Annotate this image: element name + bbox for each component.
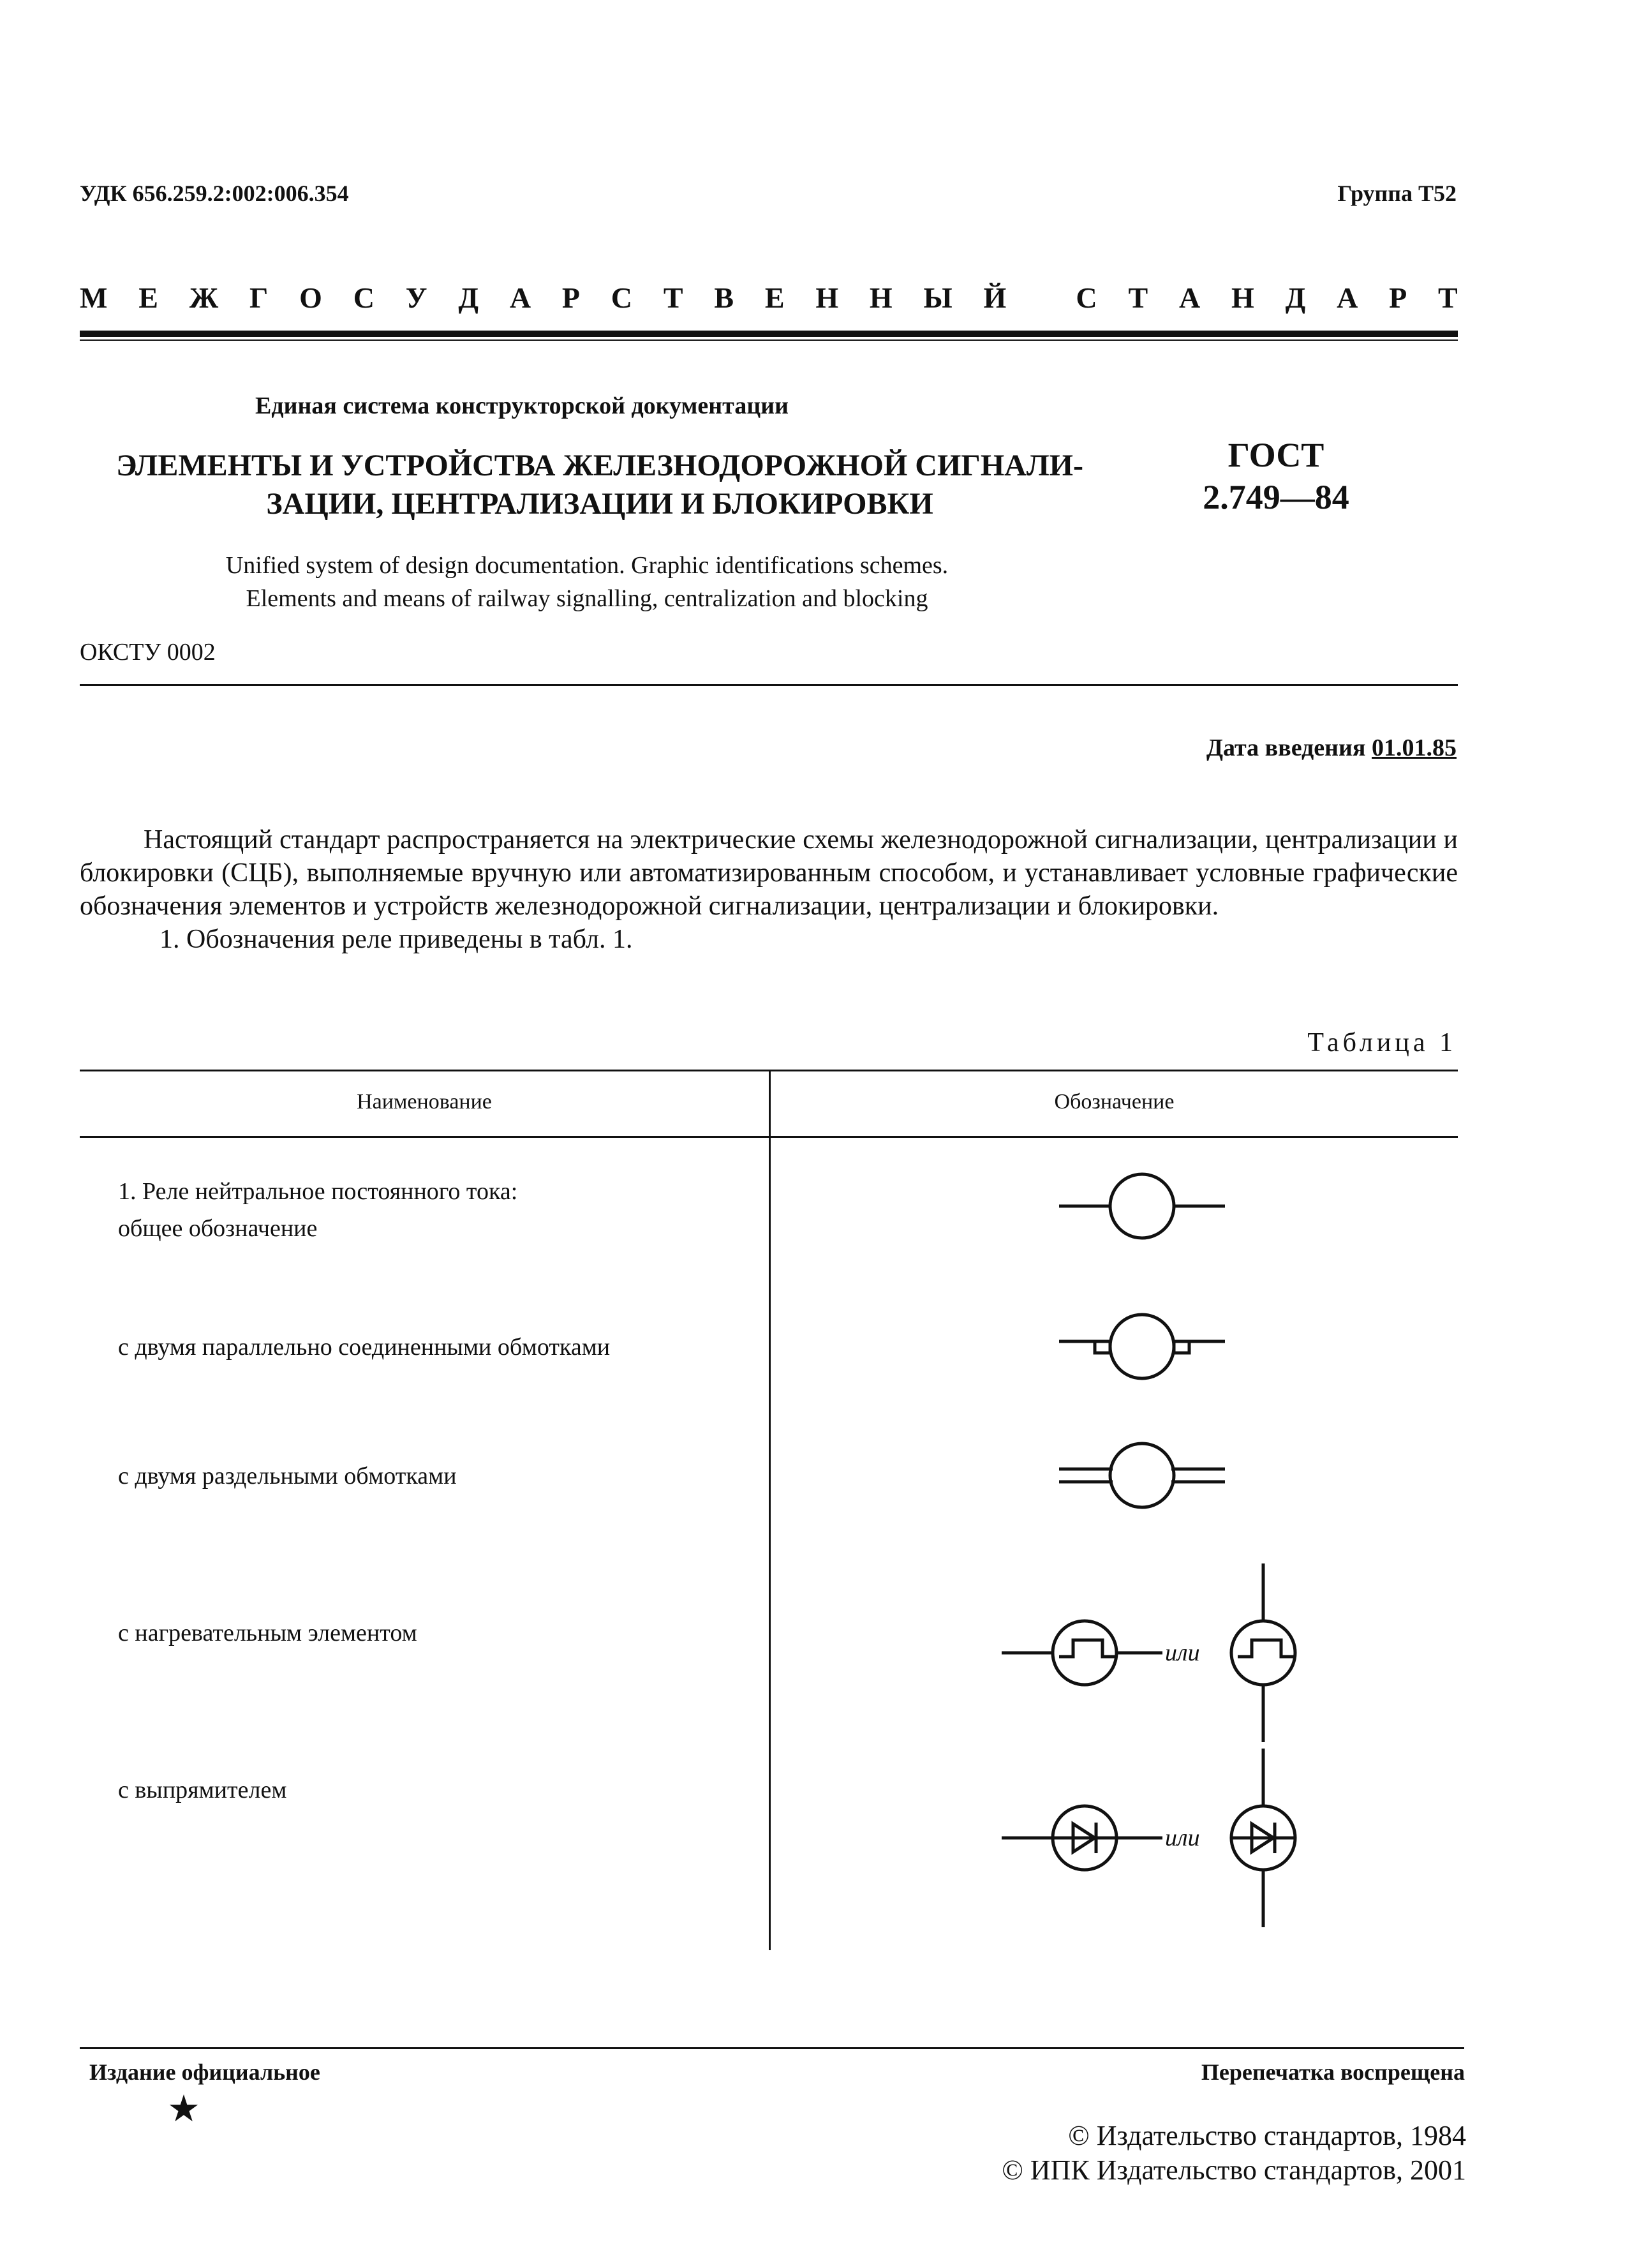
heading-letter: С [611,281,633,314]
heading-letter: Д [1285,281,1306,314]
heading-letter: С [1076,281,1097,314]
table-header-name: Наименование [357,1090,492,1114]
relay-rectifier-icon [995,1742,1327,1934]
relay-general-icon [1046,1161,1238,1251]
row-5-name: с выпрямителем [118,1777,287,1803]
row-1-name-line-2: общее обозначение [118,1215,318,1242]
heading-letter: Г [249,281,269,314]
relay-heating-element-icon [995,1557,1327,1749]
relay-separate-windings-icon [1046,1431,1238,1520]
row-2-name: с двумя параллельно соединенными обмотками [118,1334,611,1361]
copyright [1002,2119,1466,2188]
title-line-1: ЭЛЕМЕНТЫ И УСТРОЙСТВА ЖЕЛЕЗНОДОРОЖНОЙ СИГНАЛИ- [116,449,1083,482]
heading-letter: М [80,281,108,314]
introduction-date-value: 01.01.85 [1372,735,1457,761]
row-3-name: с двумя раздельными обмотками [118,1463,457,1489]
heading-letter: Е [764,281,785,314]
table-caption: Таблица 1 [1307,1028,1457,1057]
heading-letter: Т [1128,281,1148,314]
paragraph-scope: Настоящий стандарт распространяется на электрические схемы железнодорожной сигнализации, централизации и блокировки (СЦБ), выполняемые вручную или автоматизированным способом, и устанавливает условные графические обозначения элементов и устройств железнодорожной сигнализации, централизации и блокировки. [80,825,1458,921]
heading-letter: Н [869,281,893,314]
heading-letter: С [353,281,375,314]
gost-label: ГОСТ [1228,436,1324,474]
body-text [80,823,1458,956]
or-label-1: или [1165,1639,1200,1666]
header-thick-rule [80,331,1458,337]
udk-code: УДК 656.259.2:002:006.354 [80,181,349,206]
heading-letter: А [1178,281,1201,314]
heading-letter: Р [1389,281,1407,314]
document-title [89,447,1110,523]
table-column-divider [769,1070,771,1950]
heading-letter: А [1337,281,1358,314]
heading-gap [1037,281,1045,315]
star-icon: ★ [167,2088,200,2130]
heading-letter: В [714,281,734,314]
heading-letter: Н [815,281,839,314]
header-thin-rule [80,339,1458,341]
gost-number: 2.749—84 [1203,478,1349,516]
official-edition: Издание официальное [89,2059,320,2085]
english-title [102,549,1072,615]
standard-type-heading [80,281,1458,315]
introduction-date [1206,734,1457,762]
oksty-code: ОКСТУ 0002 [80,639,216,666]
title-block-rule [80,684,1458,686]
table-header-symbol: Обозначение [1054,1090,1175,1114]
title-line-2: ЗАЦИИ, ЦЕНТРАЛИЗАЦИИ И БЛОКИРОВКИ [266,487,933,521]
heading-letter: Е [138,281,158,314]
row-1-name-line-1: 1. Реле нейтральное постоянного тока: [118,1178,518,1205]
gost-designation [1199,434,1353,518]
copyright-line-1: © Издательство стандартов, 1984 [1068,2120,1466,2151]
english-title-line-2: Elements and means of railway signalling, centralization and blocking [246,585,928,612]
heading-letter: Ы [923,281,953,314]
reprint-prohibited: Перепечатка воспрещена [1201,2059,1465,2085]
introduction-date-label: Дата введения [1206,735,1366,761]
heading-letter: Н [1231,281,1254,314]
relay-parallel-windings-icon [1046,1302,1238,1391]
heading-letter: Р [561,281,580,314]
row-4-name: с нагревательным элементом [118,1620,417,1646]
copyright-line-2: © ИПК Издательство стандартов, 2001 [1002,2154,1466,2186]
heading-letter: Т [1438,281,1458,314]
system-name: Единая система конструкторской документации [255,392,789,419]
heading-letter: Д [458,281,478,314]
heading-letter: О [299,281,322,314]
paragraph-item-1: 1. Обозначения реле приведены в табл. 1. [159,925,633,954]
heading-letter: Ж [189,281,219,314]
heading-letter: Т [663,281,683,314]
footer-rule [80,2047,1464,2049]
or-label-2: или [1165,1824,1200,1851]
heading-letter: Й [983,281,1007,314]
heading-letter: У [405,281,427,314]
group-code: Группа Т52 [1337,181,1457,206]
english-title-line-1: Unified system of design documentation. Graphic identifications schemes. [225,552,949,579]
heading-letter: А [509,281,531,314]
table-row-name [118,1173,517,1247]
